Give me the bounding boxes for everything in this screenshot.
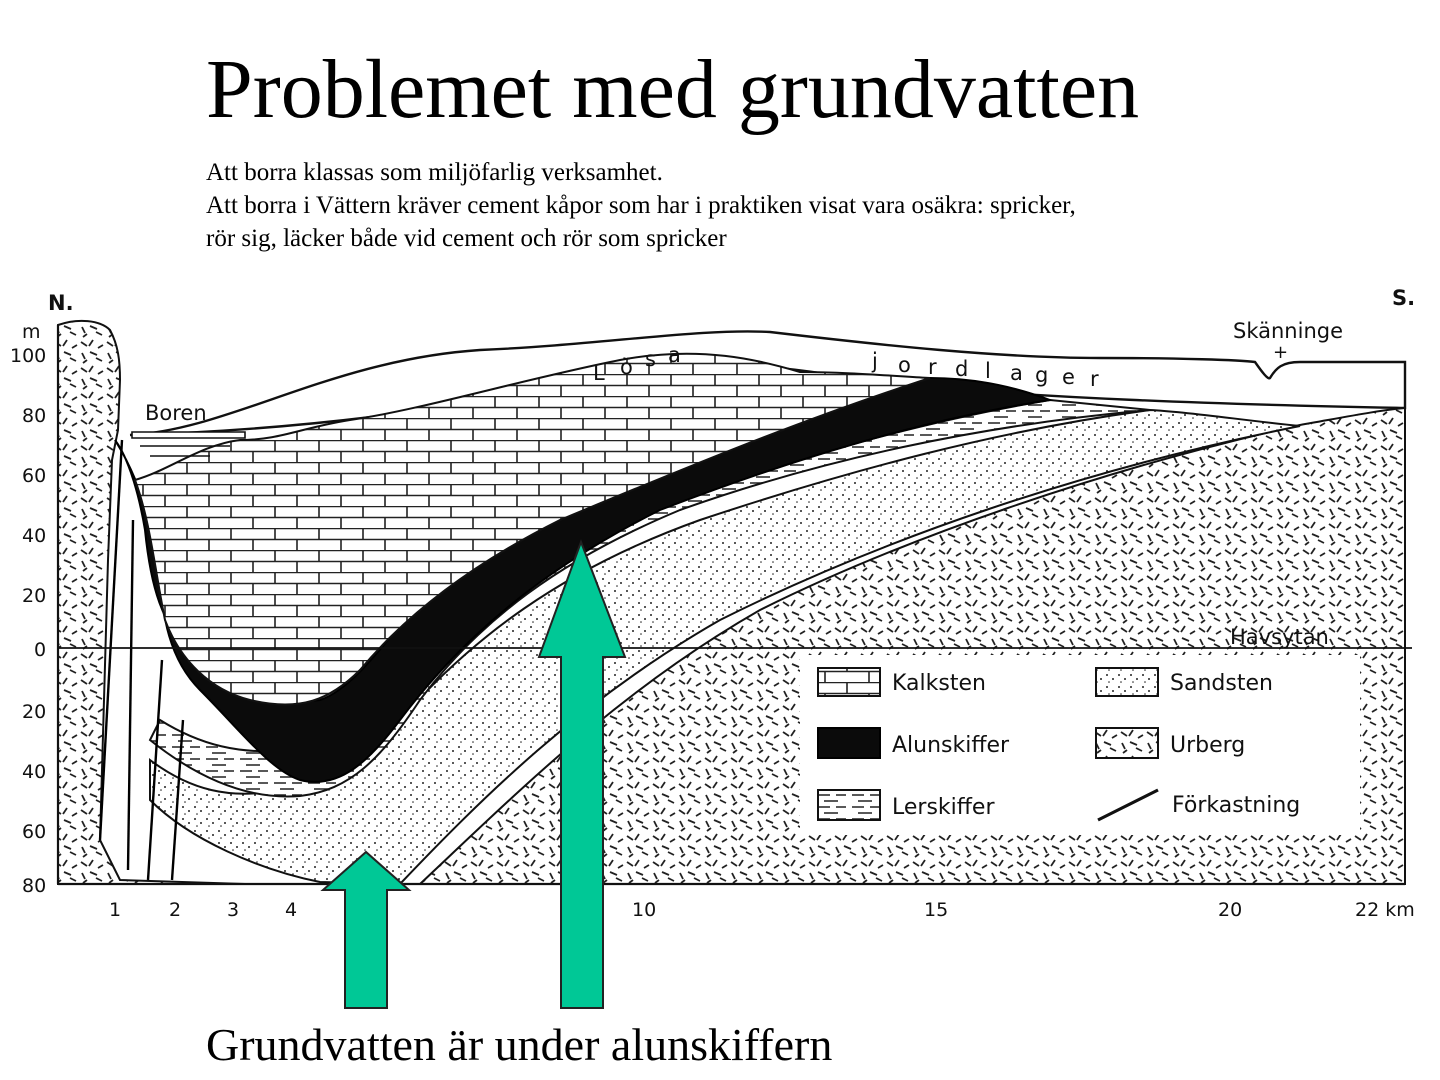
distance-tick: 10 [632, 899, 657, 921]
depth-tick: 40 [22, 525, 47, 547]
svg-text:r: r [928, 355, 939, 379]
skanninge-label: Skänninge [1233, 319, 1344, 343]
depth-tick: 20 [22, 701, 47, 723]
svg-text:a: a [668, 343, 683, 367]
legend-label-urberg: Urberg [1170, 733, 1246, 758]
svg-text:o: o [898, 353, 913, 377]
depth-tick: 80 [22, 875, 47, 897]
svg-text:l: l [985, 359, 993, 383]
svg-text:j: j [872, 349, 880, 373]
depth-axis-labels [10, 321, 46, 897]
unit-label: m [22, 321, 41, 343]
legend-swatch-kalksten [818, 668, 880, 696]
distance-tick: 2 [169, 899, 182, 921]
legend-swatch-alunskiffer [818, 728, 880, 758]
sea-level-label: Havsytan [1230, 625, 1329, 649]
subtitle-line-2: Att borra i Vättern kräver cement kåpor som har i praktiken visat vara osäkra: spricker, [206, 192, 1076, 219]
slide-caption: Grundvatten är under alunskiffern [206, 1019, 833, 1070]
depth-tick: 0 [34, 639, 47, 661]
subtitle-line-1: Att borra klassas som miljöfarlig verksamhet. [206, 159, 663, 186]
boren-lake [132, 432, 245, 438]
depth-tick: 60 [22, 821, 47, 843]
legend-label-forkastning: Förkastning [1172, 793, 1301, 818]
legend-swatch-urberg [1096, 728, 1158, 758]
distance-tick: 3 [227, 899, 240, 921]
depth-tick: 20 [22, 585, 47, 607]
south-label: S. [1392, 286, 1416, 310]
geological-cross-section [0, 270, 1440, 1030]
depth-tick: 60 [22, 465, 47, 487]
svg-text:e: e [1062, 365, 1077, 389]
distance-tick: 20 [1218, 899, 1243, 921]
north-label: N. [48, 291, 74, 315]
legend-swatch-sandsten [1096, 668, 1158, 696]
depth-tick: 100 [10, 345, 47, 367]
distance-tick: 4 [285, 899, 298, 921]
legend-label-kalksten: Kalksten [892, 671, 986, 696]
distance-axis-labels [109, 899, 1415, 921]
skanninge-marker: + [1273, 342, 1289, 363]
slide-title: Problemet med grundvatten [206, 43, 1140, 136]
legend-label-alunskiffer: Alunskiffer [892, 733, 1010, 758]
distance-tick: 15 [924, 899, 949, 921]
boren-label: Boren [145, 401, 207, 425]
distance-tick: 22 km [1355, 899, 1415, 921]
svg-text:d: d [955, 357, 971, 381]
svg-text:s: s [645, 347, 658, 371]
legend-swatch-lerskiffer [818, 790, 880, 820]
legend-label-lerskiffer: Lerskiffer [892, 795, 995, 820]
depth-tick: 40 [22, 761, 47, 783]
distance-tick: 1 [109, 899, 122, 921]
svg-text:g: g [1035, 363, 1051, 387]
svg-text:ö: ö [620, 355, 635, 379]
slide-subtitle [206, 156, 1216, 255]
svg-text:L: L [593, 361, 607, 385]
depth-tick: 80 [22, 405, 47, 427]
svg-text:a: a [1010, 361, 1025, 385]
legend-label-sandsten: Sandsten [1170, 671, 1273, 696]
svg-text:r: r [1090, 367, 1101, 391]
subtitle-line-3: rör sig, läcker både vid cement och rör som spricker [206, 225, 727, 252]
